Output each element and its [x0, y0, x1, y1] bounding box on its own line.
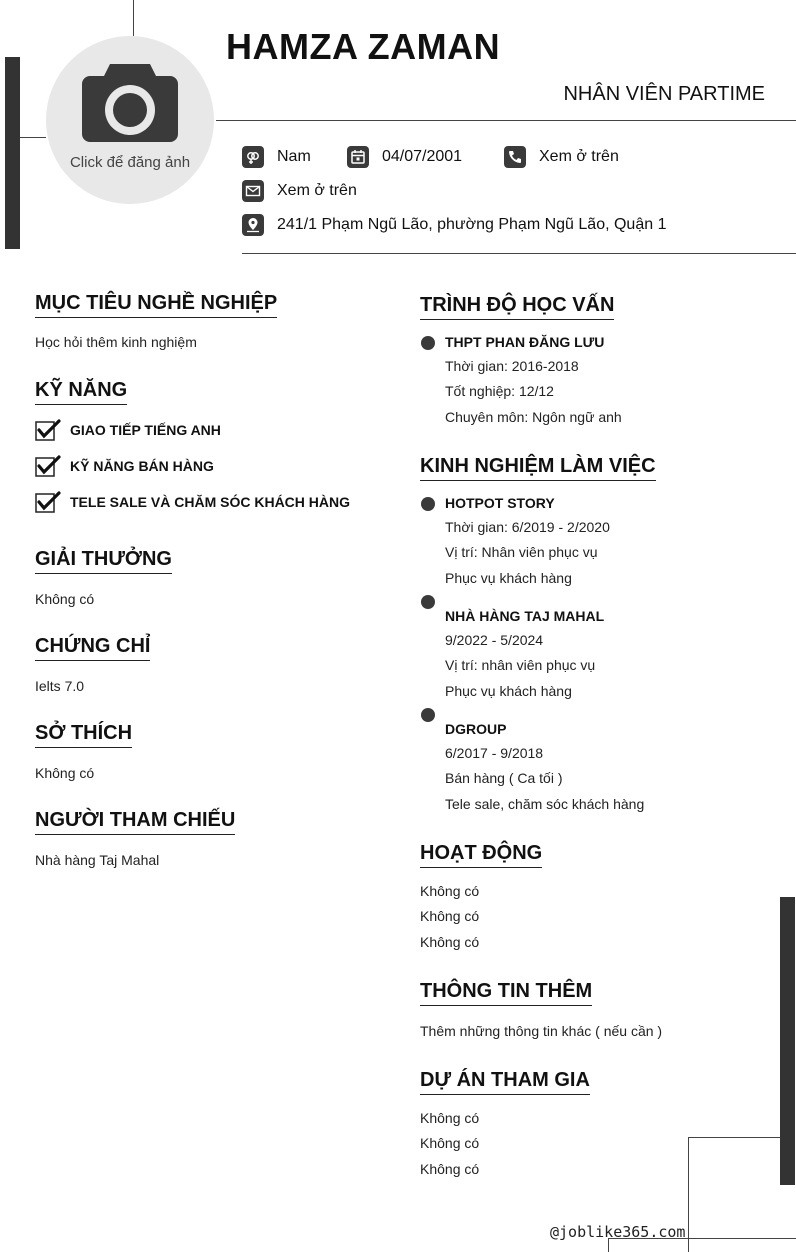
certificates-title: CHỨNG CHỈ [35, 635, 150, 661]
skill-item: KỸ NĂNG BÁN HÀNG [35, 455, 214, 477]
experience-time: Thời gian: 6/2019 - 2/2020 [445, 519, 610, 535]
experience-company: HOTPOT STORY [445, 495, 555, 511]
experience-time: 6/2017 - 9/2018 [445, 745, 544, 761]
hobbies-title: SỞ THÍCH [35, 722, 132, 748]
phone-icon [504, 146, 526, 168]
activities-title: HOẠT ĐỘNG [420, 842, 542, 868]
birthday-info [347, 146, 462, 168]
corner-box-left [688, 1137, 689, 1252]
experience-title: KINH NGHIỆM LÀM VIỆC [420, 455, 656, 481]
experience-role: Bán hàng ( Ca tối ) [445, 770, 563, 786]
skill-item: GIAO TIẾP TIẾNG ANH [35, 419, 221, 441]
gender-info [242, 146, 311, 168]
education-title: TRÌNH ĐỘ HỌC VẤN [420, 294, 614, 320]
envelope-icon [242, 180, 264, 202]
left-horizontal-line [20, 137, 46, 138]
skills-title: KỸ NĂNG [35, 379, 127, 405]
checkbox-checked-icon [35, 419, 61, 441]
activity-item: Không có [420, 908, 480, 924]
experience-company: NHÀ HÀNG TAJ MAHAL [445, 608, 605, 624]
projects-title: DỰ ÁN THAM GIA [420, 1069, 590, 1095]
top-vertical-line [133, 0, 134, 36]
project-item: Không có [420, 1161, 480, 1177]
activity-item: Không có [420, 934, 480, 950]
email-value: Xem ở trên [277, 182, 357, 199]
phone-info [504, 146, 619, 168]
additional-info-text: Thêm những thông tin khác ( nếu cần ) [420, 1023, 663, 1039]
hobbies-text: Không có [35, 765, 95, 781]
gender-value: Nam [277, 148, 311, 165]
awards-text: Không có [35, 591, 95, 607]
camera-icon [80, 60, 180, 148]
birthday-value: 04/07/2001 [382, 148, 463, 165]
calendar-icon [347, 146, 369, 168]
timeline-dot [421, 497, 435, 511]
phone-value: Xem ở trên [539, 148, 619, 165]
checkbox-checked-icon [35, 455, 61, 477]
experience-role: Vị trí: Nhân viên phục vụ [445, 544, 598, 560]
activity-item: Không có [420, 883, 480, 899]
education-graduation: Tốt nghiệp: 12/12 [445, 383, 554, 399]
timeline-dot [421, 708, 435, 722]
project-item: Không có [420, 1135, 480, 1151]
left-accent-bar [5, 57, 20, 249]
location-pin-icon [242, 214, 264, 236]
project-item: Không có [420, 1110, 480, 1126]
skill-item: TELE SALE VÀ CHĂM SÓC KHÁCH HÀNG [35, 491, 350, 513]
references-title: NGƯỜI THAM CHIẾU [35, 809, 235, 835]
checkbox-checked-icon [35, 491, 61, 513]
objective-title: MỤC TIÊU NGHỀ NGHIỆP [35, 292, 277, 318]
experience-role: Vị trí: nhân viên phục vụ [445, 657, 596, 673]
education-time: Thời gian: 2016-2018 [445, 358, 579, 374]
experience-desc: Phục vụ khách hàng [445, 570, 572, 586]
timeline-dot [421, 336, 435, 350]
references-text: Nhà hàng Taj Mahal [35, 852, 160, 868]
experience-time: 9/2022 - 5/2024 [445, 632, 544, 648]
contact-divider [242, 253, 796, 254]
address-info [242, 214, 666, 236]
timeline-dot [421, 595, 435, 609]
candidate-name: HAMZA ZAMAN [226, 26, 501, 67]
header-divider [216, 120, 796, 121]
experience-desc: Phục vụ khách hàng [445, 683, 572, 699]
avatar-caption: Click để đăng ảnh [69, 154, 191, 171]
experience-company: DGROUP [445, 721, 507, 737]
candidate-position: NHÂN VIÊN PARTIME [563, 83, 765, 105]
email-info [242, 180, 357, 202]
right-accent-bar [780, 897, 795, 1185]
objective-text: Học hỏi thêm kinh nghiệm [35, 334, 197, 350]
address-value: 241/1 Phạm Ngũ Lão, phường Phạm Ngũ Lão, Quận 1 [277, 216, 667, 233]
education-school: THPT PHAN ĐĂNG LƯU [445, 334, 605, 350]
certificates-text: Ielts 7.0 [35, 678, 85, 694]
corner-box-top [688, 1137, 780, 1138]
avatar-upload[interactable] [46, 36, 214, 204]
gender-icon [242, 146, 264, 168]
additional-info-title: THÔNG TIN THÊM [420, 980, 592, 1006]
watermark: @joblike365.com [550, 1223, 686, 1241]
education-major: Chuyên môn: Ngôn ngữ anh [445, 409, 622, 425]
experience-desc: Tele sale, chăm sóc khách hàng [445, 796, 645, 812]
awards-title: GIẢI THƯỞNG [35, 548, 172, 574]
